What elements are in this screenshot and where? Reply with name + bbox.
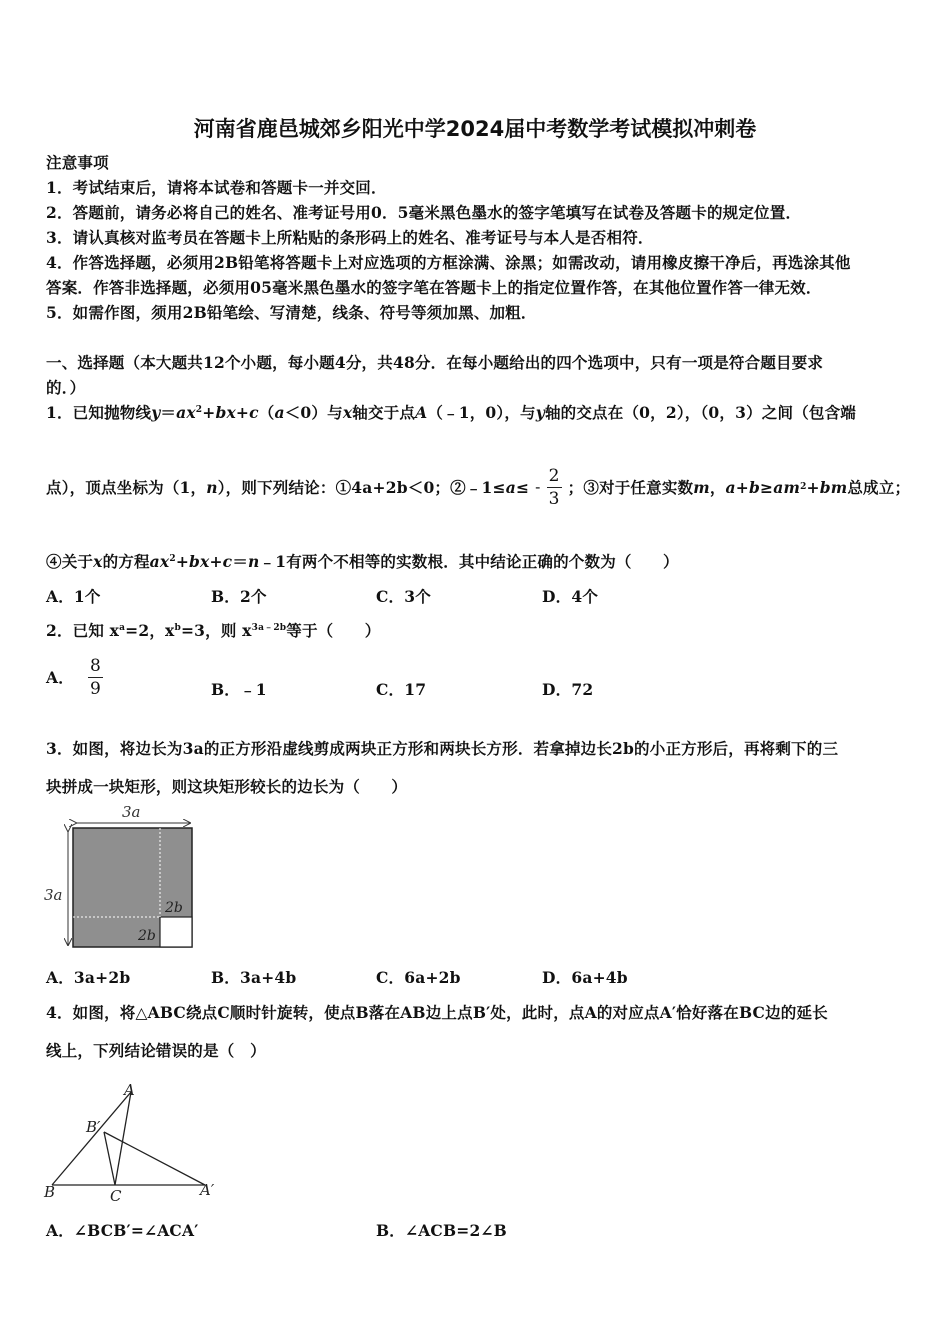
page-title: 河南省鹿邑城郊乡阳光中学2024届中考数学考试模拟冲刺卷 xyxy=(193,117,757,141)
question-4-line-2: 线上，下列结论错误的是（ ） xyxy=(46,1041,266,1060)
q1-option-d: D．4个 xyxy=(542,587,599,606)
q2-option-d: D．72 xyxy=(542,680,594,699)
note-item: 1．考试结束后，请将本试卷和答题卡一并交回． xyxy=(46,178,387,197)
label-top-3a: 3a xyxy=(122,803,141,821)
triangle-rotation-figure xyxy=(40,1075,230,1210)
point-c-label: C xyxy=(110,1187,122,1205)
q3-option-a: A．3a+2b xyxy=(46,968,131,987)
question-1-line-3: ④关于x的方程$ax^2+bx+c=n﹣1$有两个不相等的实数根．其中结论正确的个数为（ ） xyxy=(46,552,679,571)
section-heading: 一、选择题（本大题共12个小题，每小题4分，共48分．在每小题给出的四个选项中，只有一项是符合题目要求 xyxy=(46,353,824,372)
q1-option-b: B．2个 xyxy=(211,587,267,606)
label-2b-upper: 2b xyxy=(165,900,183,916)
note-item: 答案．作答非选择题，必须用05毫米黑色墨水的签字笔在答题卡上的指定位置作答，在其他位置作答一律无效． xyxy=(46,278,822,297)
square-cut-figure xyxy=(40,800,210,955)
label-left-3a: 3a xyxy=(44,886,63,904)
note-item: 4．作答选择题，必须用2B铅笔将答题卡上对应选项的方框涂满、涂黑；如需改动，请用橡皮擦干净后，再选涂其他 xyxy=(46,253,851,272)
fraction-eight-ninths: $\frac{8}{9}$ xyxy=(89,655,101,699)
question-3-line-1: 3．如图，将边长为3a的正方形沿虚线剪成两块正方形和两块长方形．若拿掉边长2b的小正方形后，再将剩下的三 xyxy=(46,739,839,758)
q4-option-b: B．∠ACB=2∠B xyxy=(376,1221,507,1240)
notes-heading: 注意事项 xyxy=(46,153,109,172)
point-b-label: B xyxy=(44,1183,56,1201)
point-a-label: A xyxy=(124,1081,135,1099)
note-item: 2．答题前，请务必将自己的姓名、准考证号用0．5毫米黑色墨水的签字笔填写在试卷及答题卡的规定位置． xyxy=(46,203,802,222)
point-a-prime-label: A′ xyxy=(200,1181,215,1199)
q3-option-c: C．6a+2b xyxy=(376,968,461,987)
q3-option-d: D．6a+4b xyxy=(542,968,628,987)
removed-small-square xyxy=(160,917,192,947)
question-1-line-2: 点），顶点坐标为（1， n ），则下列结论：① 4a+2b ＜0；②﹣1≤ a ≤ - $\frac{2}{3}$ ；③对于任意实数 m ， a+b ≥ am 2 +bm 总成立； xyxy=(46,465,911,509)
note-item: 3．请认真核对监考员在答题卡上所粘贴的条形码上的姓名、准考证号与本人是否相符． xyxy=(46,228,654,247)
note-item: 5．如需作图，须用2B铅笔绘、写清楚，线条、符号等须加黑、加粗． xyxy=(46,303,537,322)
question-3-line-2: 块拼成一块矩形，则这块矩形较长的边长为（ ） xyxy=(46,777,408,796)
point-b-prime-label: B′ xyxy=(86,1118,101,1136)
section-heading-cont: 的．） xyxy=(46,378,86,397)
q1-option-a: A．1个 xyxy=(46,587,101,606)
fraction-two-thirds: $\frac{2}{3}$ xyxy=(548,465,560,509)
q3-option-b: B．3a+4b xyxy=(211,968,297,987)
q2-option-b: B．﹣1 xyxy=(211,680,267,699)
q1-option-c: C．3个 xyxy=(376,587,431,606)
q2-option-a: A． $\frac{8}{9}$ xyxy=(46,655,101,699)
label-2b-lower: 2b xyxy=(138,928,156,944)
question-1-line-1: 1．已知抛物线$y=ax^2+bx+c(a<0)$与x轴交于点A（﹣1，0），与y轴的交点在（0，2），（0，3）之间（包含端 xyxy=(46,403,856,422)
question-4-line-1: 4．如图，将△ABC绕点C顺时针旋转，使点B落在AB边上点B′处，此时，点A的对应点A′恰好落在BC边的延长 xyxy=(46,1003,828,1022)
question-2: 2．已知 $x^a=2$，$x^b=3$，则 $x^{3a﹣2b}$等于（ ） xyxy=(46,621,381,640)
q2-option-c: C．17 xyxy=(376,680,427,699)
q4-option-a: A．∠BCB′=∠ACA′ xyxy=(46,1221,199,1240)
